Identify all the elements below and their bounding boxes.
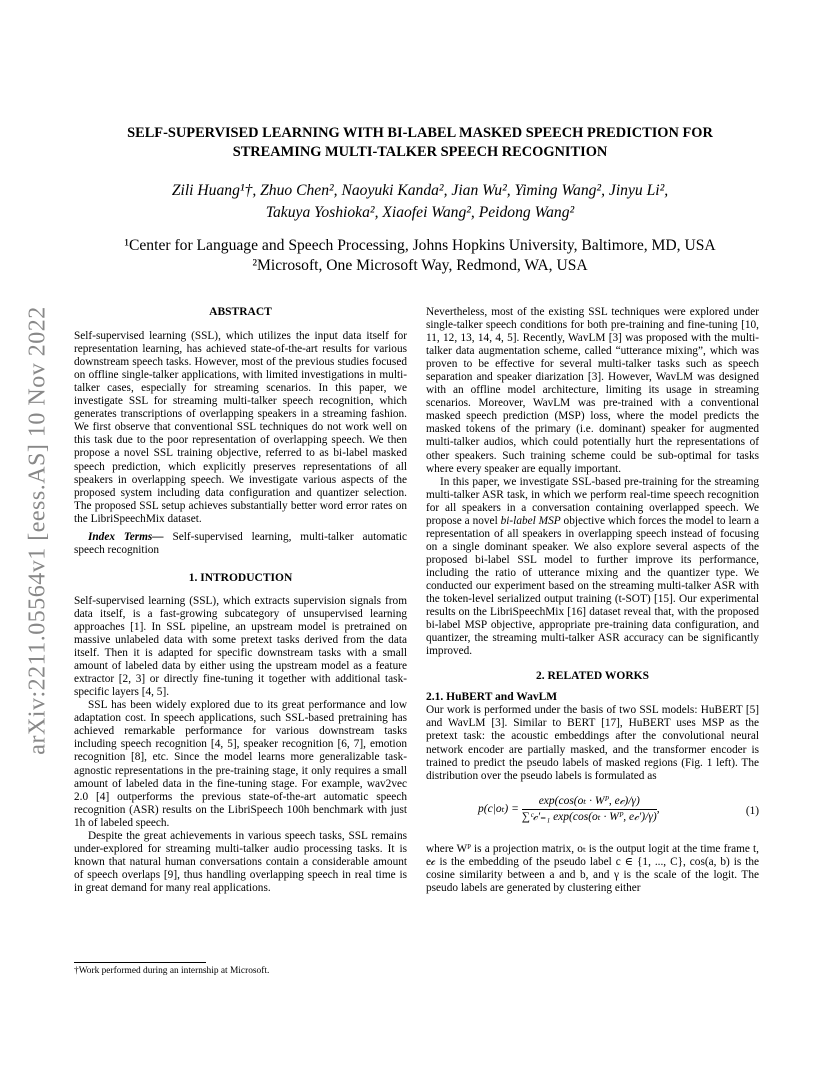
related-works-heading: 2. RELATED WORKS (535, 670, 649, 683)
related-paragraph-2: where Wᴾ is a projection matrix, oₜ is the output logit at the time frame t, e𝒸 is the embedding of the pseudo label c ∈ {1, ..., C}, cos(a, b) is the cosine similarity between a and b, and γ is the scale of the logit. The pseudo labels are generated by clustering either (426, 842, 759, 894)
related-paragraph-1: Our work is performed under the basis of two SSL models: HuBERT [5] and WavLM [3]. Similar to BERT [17], HuBERT uses MSP as the pretext task: the acoustic embeddings after the convolutional neural network encoder are partially masked, and the transformer encoder is trained to predict the pseudo labels of masked regions (Fig. 1 left). The distribution over the pseudo labels is formulated as (426, 704, 759, 782)
right-paragraph-1: Nevertheless, most of the existing SSL techniques were explored under single-talker speech conditions for both pre-training and fine-tuning [10, 11, 12, 13, 14, 4, 5]. Recently, WavLM [3] was proposed with the multi-talker data augmentation scheme, called “utterance mixing”, which was proven to be effective for several multi-talker tasks such as speech separation and speaker diarization [3]. However, WavLM was designed with an offline model architecture, limiting its usage in streaming scenarios. Moreover, WavLM was pre-trained with a conventional masked speech prediction (MSP) loss, where the model predicts the masked tokens of the primary (i.e. dominant) speaker for augmented multi-talker audios, which could potentially hurt the representations of other speakers. Such training scheme could be sub-optimal for tasks where every speaker are equally important. (426, 306, 759, 475)
equation-denominator: ∑ᶜ𝒸′₌₁ exp(cos(oₜ · Wᴾ, e𝒸′)/γ) (521, 810, 657, 823)
title-line-2: STREAMING MULTI-TALKER SPEECH RECOGNITION (232, 144, 608, 160)
right-paragraph-2-part-a: In this paper, we investigate SSL-based pre-training for the streaming multi-talker ASR task, in which we perform real-time speech recognition for all speakers in a conversation containing overlapped speech. We propose a novel (426, 475, 759, 527)
subsection-heading: 2.1. HuBERT and WavLM (426, 691, 558, 704)
abstract-heading: ABSTRACT (209, 306, 272, 318)
right-paragraph-2-part-b: objective which forces the model to learn a representation of all speakers in overlapping speech instead of focusing on a single dominant speaker. We also explore several aspects of the proposed bi-label SSL model to further improve its performance, including the ratio of utterance mixing and the quantizer type. We conducted our experiment based on the streaming multi-talker ASR with the token-level serialized output training (t-SOT) [15]. Our experimental results on the LibriSpeechMix [16] dataset reveal that, with the proposed bi-label MSP objective, appropriate pre-training data configuration, and quantizer, the streaming multi-talker ASR accuracy can be significantly improved. (426, 514, 759, 658)
equation-1 (426, 789, 759, 835)
right-column (426, 306, 759, 895)
equation-lhs: p(c|oₜ) = (478, 802, 522, 815)
intro-paragraph-1: Self-supervised learning (SSL), which extracts supervision signals from data itself, is a fast-growing subcategory of unsupervised learning approaches [1]. In SSL pipeline, an upstream model is pretrained on massive unlabeled data with some pretext tasks derived from the data itself. Then it is adapted for specific downstream tasks with a small amount of labeled data by either using the upstream model as a feature extractor [2, 3] or directly fine-tuning it together with additional task-specific layers [4, 5]. (74, 594, 407, 699)
right-paragraph-2 (426, 476, 759, 659)
equation-number: (1) (745, 804, 759, 817)
affiliation-2: ²Microsoft, One Microsoft Way, Redmond, WA, USA (252, 257, 588, 274)
equation-numerator: exp(cos(oₜ · Wᴾ, e𝒸)/γ) (522, 795, 657, 810)
introduction-heading: 1. INTRODUCTION (188, 571, 293, 584)
footnote-rule (74, 962, 206, 963)
equation-formula: p(c|oₜ) = $\frac{\text{exp(cos(oₜ · Wᴾ, e𝒸)/γ)}}{\text{∑ᶜ𝒸′₌₁ exp(cos(oₜ · Wᴾ, e𝒸′)/γ)}}$ , (478, 794, 660, 823)
arxiv-stamp (24, 288, 52, 772)
title-line-1: SELF-SUPERVISED LEARNING WITH BI-LABEL MASKED SPEECH PREDICTION FOR (127, 125, 713, 141)
authors-line-1: Zili Huang¹†, Zhuo Chen², Naoyuki Kanda², Jian Wu², Yiming Wang², Jinyu Li², (171, 182, 669, 199)
author-list (70, 180, 770, 224)
paper-title (70, 124, 770, 162)
affiliations (70, 236, 770, 276)
index-terms (74, 531, 407, 557)
equation-fraction (522, 795, 657, 824)
affiliation-1: ¹Center for Language and Speech Processing, Johns Hopkins University, Baltimore, MD, USA (124, 237, 716, 254)
intro-paragraph-2: SSL has been widely explored due to its great performance and low adaptation cost. In speech applications, such SSL-based pretraining has achieved remarkable performance for various downstream tasks including speech recognition [4, 5], speaker recognition [6, 7], emotion recognition [8], etc. Since the model learns more generalizable task-agnostic representations in the pre-training stage, it only requires a small amount of labeled data in the fine-tuning stage. For example, wav2vec 2.0 [4] outperforms the previous state-of-the-art automatic speech recognition (ASR) results on the LibriSpeech 100h benchmark with just 1h of labeled speech. (74, 699, 407, 829)
footnote: †Work performed during an internship at Microsoft. (74, 966, 270, 976)
arxiv-identifier: arXiv:2211.05564v1 [eess.AS] 10 Nov 2022 (24, 305, 51, 755)
authors-line-2: Takuya Yoshioka², Xiaofei Wang², Peidong Wang² (265, 204, 575, 221)
abstract-text: Self-supervised learning (SSL), which utilizes the input data itself for representation learning, has achieved state-of-the-art results for various downstream speech tasks. However, most of the previous studies focused on offline single-talker applications, with limited investigations in multi-talker cases, especially for streaming scenarios. In this paper, we investigate SSL for streaming multi-talker speech recognition, which generates transcriptions of overlapping speakers in a streaming fashion. We first observe that conventional SSL techniques do not work well on this task due to the poor representation of overlapping speech. We then propose a novel SSL training objective, referred to as bi-label masked speech prediction, which explicitly preserves representations of all speakers in overlapping speech. We investigate various aspects of the proposed system including data configuration and quantizer selection. The proposed SSL setup achieves substantially better word error rates on the LibriSpeechMix dataset. (74, 330, 407, 525)
intro-paragraph-3: Despite the great achievements in various speech tasks, SSL remains under-explored for streaming multi-talker audio processing tasks. It is known that natural human conversations contain a considerable amount of speech overlaps [9], thus handling overlapping speech in real time is in great demand for many real applications. (74, 829, 407, 894)
index-terms-label: Index Terms— (88, 530, 164, 543)
left-column (74, 306, 407, 895)
right-paragraph-2-emphasis: bi-label MSP (500, 514, 561, 527)
index-terms-text: Self-supervised learning, multi-talker automatic speech recognition (74, 530, 408, 556)
